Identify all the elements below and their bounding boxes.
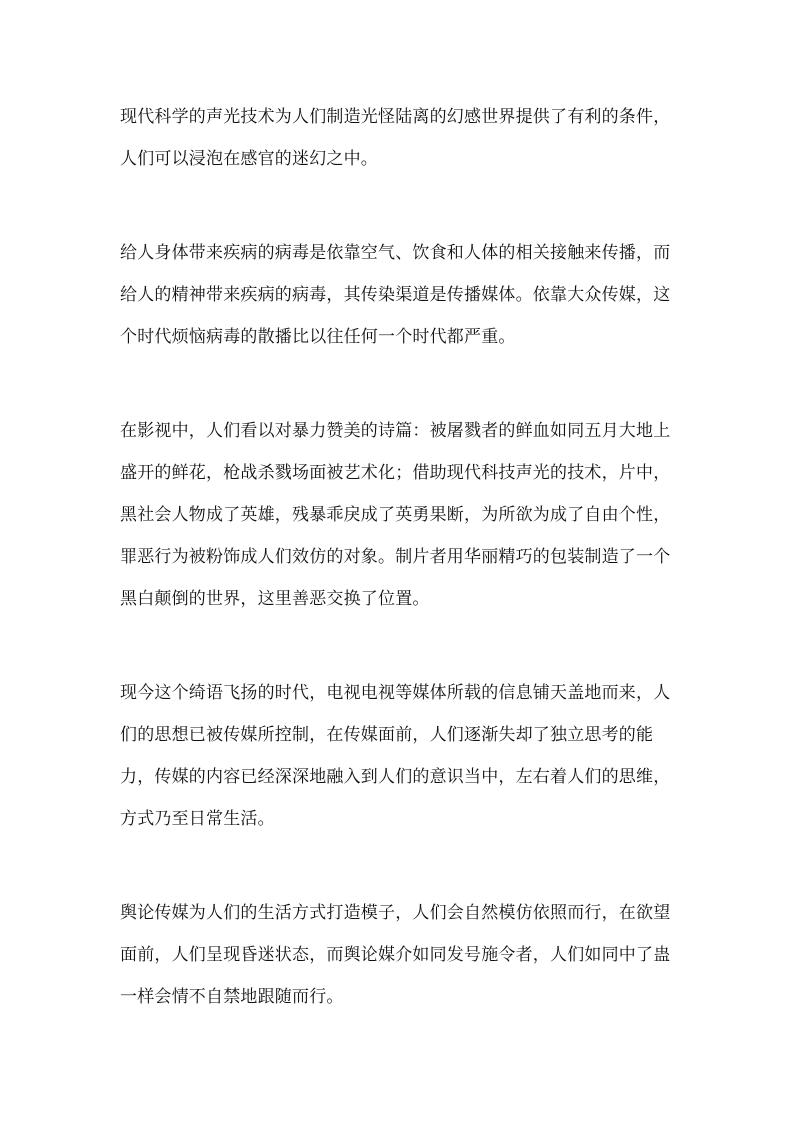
- paragraph-2: 给人身体带来疾病的病毒是依靠空气、饮食和人体的相关接触来传播，而给人的精神带来疾病的病毒，其传染渠道是传播媒体。依靠大众传媒，这个时代烦恼病毒的散播比以往任何一个时代都严重。: [120, 243, 671, 347]
- paragraph-1: 现代科学的声光技术为人们制造光怪陆离的幻感世界提供了有利的条件，人们可以浸泡在感官的迷幻之中。: [120, 107, 671, 169]
- document-body: [120, 96, 680, 1018]
- paragraph-3: 在影视中，人们看以对暴力赞美的诗篇：被屠戮者的鲜血如同五月大地上盛开的鲜花，枪战杀戮场面被艺术化；借助现代科技声光的技术，片中，黑社会人物成了英雄，残暴乖戾成了英勇果断，为所欲为成了自由个性，罪恶行为被粉饰成人们效仿的对象。制片者用华丽精巧的包装制造了一个黑白颠倒的世界，这里善恶交换了位置。: [120, 421, 671, 609]
- paragraph-4: 现今这个绮语飞扬的时代，电视电视等媒体所载的信息铺天盖地而来，人们的思想已被传媒所控制，在传媒面前，人们逐渐失却了独立思考的能力，传媒的内容已经深深地融入到人们的意识当中，左右着人们的思维，方式乃至日常生活。: [120, 683, 671, 829]
- paragraph-5: 舆论传媒为人们的生活方式打造模子，人们会自然模仿依照而行，在欲望面前，人们呈现昏迷状态，而舆论媒介如同发号施令者，人们如同中了蛊一样会情不自禁地跟随而行。: [120, 903, 671, 1007]
